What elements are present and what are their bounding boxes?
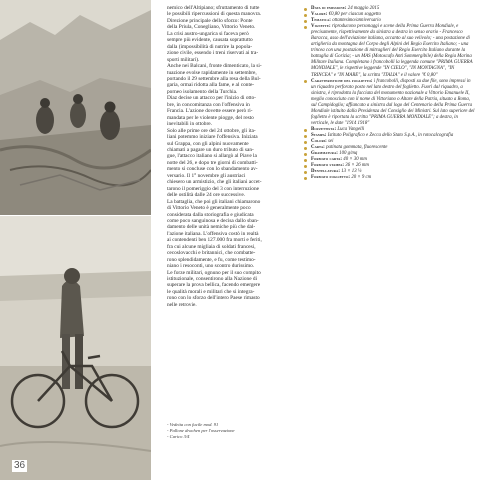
body-line: gue, l'attacco italiano si allargò al Piave la [167,153,257,160]
body-line: inevitabili in ottobre. [167,121,212,128]
body-line: rono splendidamente, e fu, come testimo- [167,256,256,263]
spec-label: Dentellatura: [311,169,341,175]
body-line: notte del 26, e dopo tre giorni di combatti- [167,159,258,166]
body-line: La battaglia, che poi gli italiani chiamarono [167,198,261,205]
spec-item [304,24,476,78]
body-line: versario. Il 1° novembre gli austriaci [167,172,246,179]
spec-label: Vignette: [311,24,331,30]
body-line: della Priula, Conegliano, Vittorio Veneto. [167,24,256,31]
body-line: zione civile, essendo i treni riservati ai tra- [167,50,259,57]
body-line: ai contendenti ben 127.000 fra morti e feriti, [167,237,262,244]
spec-label: Formato carta: [311,157,343,163]
spec-label: Valore: [311,12,328,18]
body-line: Anche nei Balcani, fronte dimenticato, la si- [167,63,262,70]
spec-label: Colori: [311,139,327,145]
body-line: considerata dalla storiografia e giudicata [167,211,254,218]
spec-value: 40 × 30 mm [343,157,367,163]
caption-line: - Vedetta con fucile mod. 91 [167,422,219,427]
spec-value: patinata gommata, fluorescente [326,145,388,151]
body-line: mandata per le violente piogge, del resto [167,114,254,121]
spec-item [304,175,476,181]
body-line: come poco sanguinosa e decisa dallo sban- [167,217,259,224]
body-line: tarono il pomeriggio del 3 con interruzione [167,185,260,192]
bullet-icon [304,177,307,180]
spec-label: Grammatura: [311,151,338,157]
body-line: dalla (impossibilità di nutrire la popola- [167,43,253,50]
body-line: bre, in concomitanza con l'offensiva in [167,101,250,108]
caption-line: - Carico 3/4 [167,434,190,439]
body-line: garia, ormai ridotta alla fame, e al conte- [167,82,255,89]
body-line: portando il 29 settembre alla resa della Bul- [167,75,261,82]
spec-value: 24 maggio 2015 [347,6,380,11]
body-line: le qualità morali e militari che si integra- [167,288,255,295]
body-line: cecoslovacchi e britannici, che combatte- [167,250,256,257]
body-line: chiesero un armistizio, che gli italiani accet- [167,179,262,186]
bullet-icon [304,147,307,150]
body-line: le possibili ripercussioni di questa manovra. [167,11,262,18]
bullet-icon [304,153,307,156]
spec-label: Formato foglietto: [311,175,351,181]
bullet-icon [304,26,307,29]
body-line: Solo alle prime ore del 24 ottobre, gli ita- [167,127,256,134]
body-line: tuazione evolse rapidamente in settembre, [167,69,257,76]
spec-value: i francobolli, disposti su due file, sono impressi in un riquadro perforato posto nel lato destro del foglietto. Fuori dal riquadro, a sinistra, è riprodotta la facciata del monumento nazionale a Vittorio Emanuele II, meglio conosciuto con il nome di Vittoriano o Altare della Patria, situato a Roma, sul Campidoglio; affiancato a sinistra dal logo del Centenario della Prima Guerra Mondiale istituito dalla Presidenza del Consiglio dei Ministri. Sul lato superiore del foglietto è riportata la scritta "PRIMA GUERRA MONDIALE"; a destra, in verticale, le date "1914 1918" [311,78,475,126]
bullet-icon [304,80,307,83]
bullet-icon [304,14,307,17]
spec-label: Formato stampa: [311,163,345,169]
photo-soldier-bicycle [0,216,151,480]
body-line: chiamati a pagare un duro tributo di san- [167,146,254,153]
spec-label: Carta: [311,145,325,151]
photo-soldiers-mountain [0,0,151,215]
body-line: damento delle unità nemiche più che dal- [167,224,256,231]
body-line: La crisi austro-ungarica si faceva però [167,30,249,37]
body-line: porneo isolamento della Turchia. [167,88,238,95]
bullet-icon [304,135,307,138]
body-line: niano i resoconti, uno scontro durissimo. [167,263,255,270]
spec-label: Tematica: [311,18,332,24]
spec-value: 13 × 13 ¼ [341,169,362,175]
spec-value: ottantesimo/anniversario [332,18,381,24]
bullet-icon [304,20,307,23]
body-line: nemico dell'Altipiano; sfruttamento di tutte [167,5,260,11]
body-line: Francia. L'azione dovette essere però ri- [167,108,253,115]
bullet-icon [304,8,307,11]
body-line: liani potemmo iniziare l'offensiva. Iniziata [167,134,258,141]
bullet-icon [304,129,307,132]
photo-captions [167,422,297,440]
body-line: istituzionale, consentirono alla Nazione di [167,276,258,283]
bullet-icon [304,165,307,168]
stamp-specifications [304,6,476,181]
spec-value: 36 × 26 mm [345,163,369,169]
spec-label: Bozzettista: [311,126,337,132]
body-line: Diaz decise un attacco per l'inizio di otto- [167,95,256,102]
spec-value: Istituto Poligrafico e Zecca dello Stato S.p.A., in rotocalcografia [327,132,454,138]
photo-column [0,0,151,480]
body-line: sporti militari). [167,56,200,63]
spec-value: sei [328,139,334,145]
spec-item [304,79,476,127]
bullet-icon [304,141,307,144]
bullet-icon [304,159,307,162]
article-body [167,5,295,308]
body-line: Direzione principale dello sforzo: Ponte [167,17,253,24]
body-line: fra cui alcune migliaia di soldati francesi, [167,243,256,250]
spec-value: 100 g/mq [339,151,358,157]
body-line: Le forze militari, ognuno per il suo compito [167,269,261,276]
body-line: nelle retrovie. [167,301,197,308]
bullet-icon [304,171,307,174]
spec-label: Caratteristiche del foglietto: [311,78,373,84]
caption-line: - Pallone drachen per l'osservazione [167,428,235,433]
spec-value: riproducono personaggi e scene della Prima Guerra Mondiale, e precisamente, rispettivamente da sinistra a destra in senso orario - Francesco Baracca, asso dell'aviazione italiana, accanto al suo velivolo; - una postazione di artiglieria da montagna del Corpo degli Alpini del Regio Esercito Italiano; - una trincea con una postazione di mitraglieri del Regio Esercito Italiano durante la battaglia di Gorizia; - un MAS (Motoscafo Anti Sommergibile) della Regia Marina Militare Italiana. Completano i francobolli la leggenda comune "PRIMA GUERRA MONDIALE", le rispettive leggende "IN CIELO", "IN MONTAGNA", "IN TRINCEA" e "IN MARE", la scritta "ITALIA" e il valore "€ 0,80" [311,24,473,78]
spec-value: 20 × 9 cm [351,175,372,181]
spec-label: Stampa: [311,132,327,138]
spec-label: Data di emissione: [311,6,347,11]
body-line: delle ostilità dalle 24 ore successive. [167,192,246,199]
page-number: 36 [14,460,26,471]
body-line: sul Grappa, con gli alpini nuovamente [167,140,249,147]
body-line: l'azione italiana. L'offensiva costò in realtà [167,230,259,237]
body-line: sempre più evidente, causata soprattutto [167,37,253,44]
body-line: di Vittorio Veneto è generalmente poco [167,205,251,212]
body-line: rono con lo sforzo dell'intero Paese rimasto [167,295,260,302]
spec-value: €0,80 per ciascun soggetto [328,12,381,18]
body-line: mento si concluse con lo sbandamento av- [167,166,258,173]
spec-value: Luca Vangelli [337,126,365,132]
body-line: superare la prova bellica, facendo emergere [167,282,261,289]
